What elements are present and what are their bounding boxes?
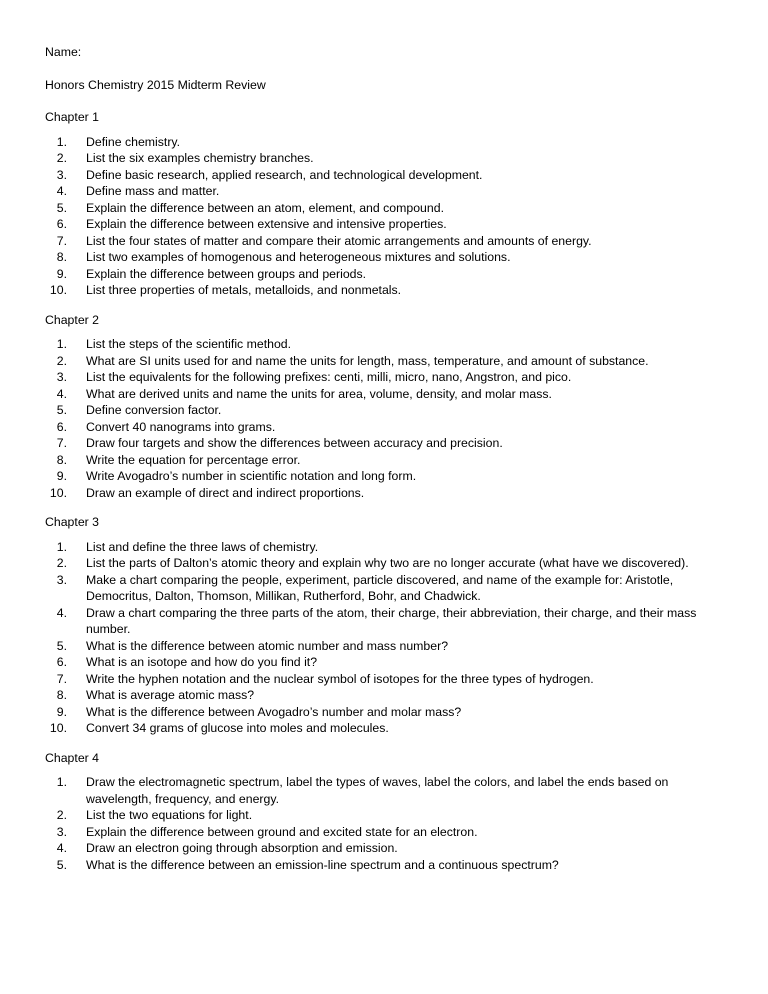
question-number: 3. — [56, 572, 67, 587]
question-text: Define conversion factor. — [86, 403, 222, 417]
question-item — [45, 485, 728, 502]
question-number: 5. — [56, 638, 67, 653]
question-text: Draw an electron going through absorption and emission. — [86, 841, 398, 855]
question-item — [45, 150, 728, 167]
question-number: 5. — [56, 200, 67, 215]
question-number: 9. — [56, 266, 67, 281]
question-number: 4. — [56, 841, 67, 855]
chapter-heading: Chapter 3 — [45, 515, 100, 529]
question-item — [45, 386, 728, 403]
question-list — [45, 134, 728, 299]
question-text: Write Avogadro’s number in scientific notation and long form. — [86, 469, 417, 483]
question-item — [45, 638, 728, 655]
question-text: What is the difference between an emission-line spectrum and a continuous spectrum? — [86, 857, 559, 872]
question-number: 5. — [56, 857, 67, 872]
question-number: 2. — [56, 151, 67, 165]
question-item — [45, 402, 728, 419]
question-number: 6. — [56, 217, 67, 231]
question-text: Draw four targets and show the differences between accuracy and precision. — [86, 436, 503, 450]
question-text: List the steps of the scientific method. — [86, 337, 292, 351]
question-number: 1. — [56, 337, 67, 351]
question-item — [45, 468, 728, 485]
question-text: Explain the difference between extensive and intensive properties. — [86, 217, 447, 231]
question-text: What is the difference between atomic number and mass number? — [86, 638, 449, 653]
question-number: 10. — [49, 485, 67, 500]
question-number: 8. — [56, 688, 67, 702]
question-number: 7. — [56, 436, 67, 450]
question-text: List the six examples chemistry branches. — [86, 151, 314, 165]
question-item — [45, 369, 728, 386]
question-number: 2. — [56, 556, 67, 570]
question-item — [45, 183, 728, 200]
question-number: 6. — [56, 655, 67, 669]
question-number: 7. — [56, 671, 67, 686]
question-text: Write the hyphen notation and the nuclear symbol of isotopes for the three types of hydrogen. — [86, 671, 594, 686]
question-item — [45, 840, 728, 857]
question-number: 9. — [56, 704, 67, 719]
question-number: 3. — [56, 824, 67, 839]
question-number: 10. — [49, 283, 67, 297]
question-text: What are SI units used for and name the units for length, mass, temperature, and amount of substance. — [86, 353, 649, 368]
question-text: Explain the difference between an atom, element, and compound. — [86, 200, 444, 215]
question-item — [45, 419, 728, 436]
question-text: List the equivalents for the following prefixes: centi, milli, micro, nano, Angstron, and pico. — [86, 370, 572, 384]
question-text: List the two equations for light. — [86, 808, 253, 822]
question-text: What is the difference between Avogadro’s number and molar mass? — [86, 704, 462, 719]
chapter-heading: Chapter 2 — [45, 312, 100, 327]
question-list — [45, 336, 728, 501]
question-number: 4. — [56, 605, 67, 620]
question-number: 2. — [56, 353, 67, 368]
question-item — [45, 687, 728, 704]
question-number: 10. — [49, 721, 67, 735]
question-item — [45, 572, 728, 605]
question-number: 2. — [56, 808, 67, 822]
question-item — [45, 720, 728, 737]
question-list — [45, 774, 728, 873]
question-item — [45, 555, 728, 572]
question-text: List the parts of Dalton’s atomic theory and explain why two are no longer accurate (what have we discovered). — [86, 556, 689, 570]
question-number: 5. — [56, 403, 67, 417]
question-item — [45, 774, 728, 807]
question-item — [45, 353, 728, 370]
question-text: Convert 40 nanograms into grams. — [86, 419, 276, 434]
question-text: Explain the difference between ground and excited state for an electron. — [86, 824, 478, 839]
question-number: 4. — [56, 184, 67, 198]
question-number: 8. — [56, 250, 67, 264]
question-item — [45, 134, 728, 151]
question-item — [45, 233, 728, 250]
question-item — [45, 452, 728, 469]
question-text: Draw an example of direct and indirect proportions. — [86, 485, 365, 500]
question-item — [45, 266, 728, 283]
question-number: 1. — [56, 775, 67, 789]
question-text: Convert 34 grams of glucose into moles and molecules. — [86, 721, 389, 735]
chapter-heading: Chapter 1 — [45, 110, 100, 124]
question-item — [45, 605, 728, 638]
chapter-list — [45, 109, 728, 873]
question-item — [45, 435, 728, 452]
question-list — [45, 539, 728, 737]
question-text: List two examples of homogenous and heterogeneous mixtures and solutions. — [86, 250, 511, 264]
question-item — [45, 654, 728, 671]
document-title: Honors Chemistry 2015 Midterm Review — [45, 77, 266, 92]
question-text: List and define the three laws of chemistry. — [86, 539, 319, 554]
question-item — [45, 167, 728, 184]
question-text: Write the equation for percentage error. — [86, 452, 301, 467]
question-item — [45, 249, 728, 266]
question-item — [45, 807, 728, 824]
question-number: 4. — [56, 386, 67, 401]
question-item — [45, 282, 728, 299]
question-text: List the four states of matter and compare their atomic arrangements and amounts of energy. — [86, 233, 592, 248]
question-text: Draw a chart comparing the three parts of the atom, their charge, their abbreviation, their charge, and their mass number. — [86, 605, 697, 636]
question-item — [45, 539, 728, 556]
name-label: Name: — [45, 45, 82, 59]
question-text: Define chemistry. — [86, 134, 181, 149]
question-item — [45, 824, 728, 841]
question-text: Define basic research, applied research, and technological development. — [86, 167, 483, 182]
question-text: Explain the difference between groups and periods. — [86, 266, 367, 281]
question-number: 8. — [56, 452, 67, 467]
question-item — [45, 216, 728, 233]
question-text: What is an isotope and how do you find it? — [86, 655, 318, 669]
question-text: What are derived units and name the units for area, volume, density, and molar mass. — [86, 386, 552, 401]
question-number: 3. — [56, 167, 67, 182]
question-item — [45, 671, 728, 688]
question-number: 6. — [56, 419, 67, 434]
question-item — [45, 857, 728, 874]
chapter-heading: Chapter 4 — [45, 750, 100, 765]
question-number: 7. — [56, 233, 67, 248]
question-item — [45, 200, 728, 217]
question-number: 1. — [56, 134, 67, 149]
question-text: Draw the electromagnetic spectrum, label the types of waves, label the colors, and label the ends based on wavelength, frequency, and energy. — [86, 775, 669, 806]
question-item — [45, 704, 728, 721]
question-item — [45, 336, 728, 353]
question-number: 3. — [56, 370, 67, 384]
question-number: 1. — [56, 539, 67, 554]
question-text: What is average atomic mass? — [86, 688, 255, 702]
question-number: 9. — [56, 469, 67, 483]
question-text: Make a chart comparing the people, experiment, particle discovered, and name of the example for: Aristotle, Democritus, Dalton, Thomson, Millikan, Rutherford, Bohr, and Chadwick. — [86, 572, 674, 603]
question-text: List three properties of metals, metalloids, and nonmetals. — [86, 283, 402, 297]
question-text: Define mass and matter. — [86, 184, 220, 198]
